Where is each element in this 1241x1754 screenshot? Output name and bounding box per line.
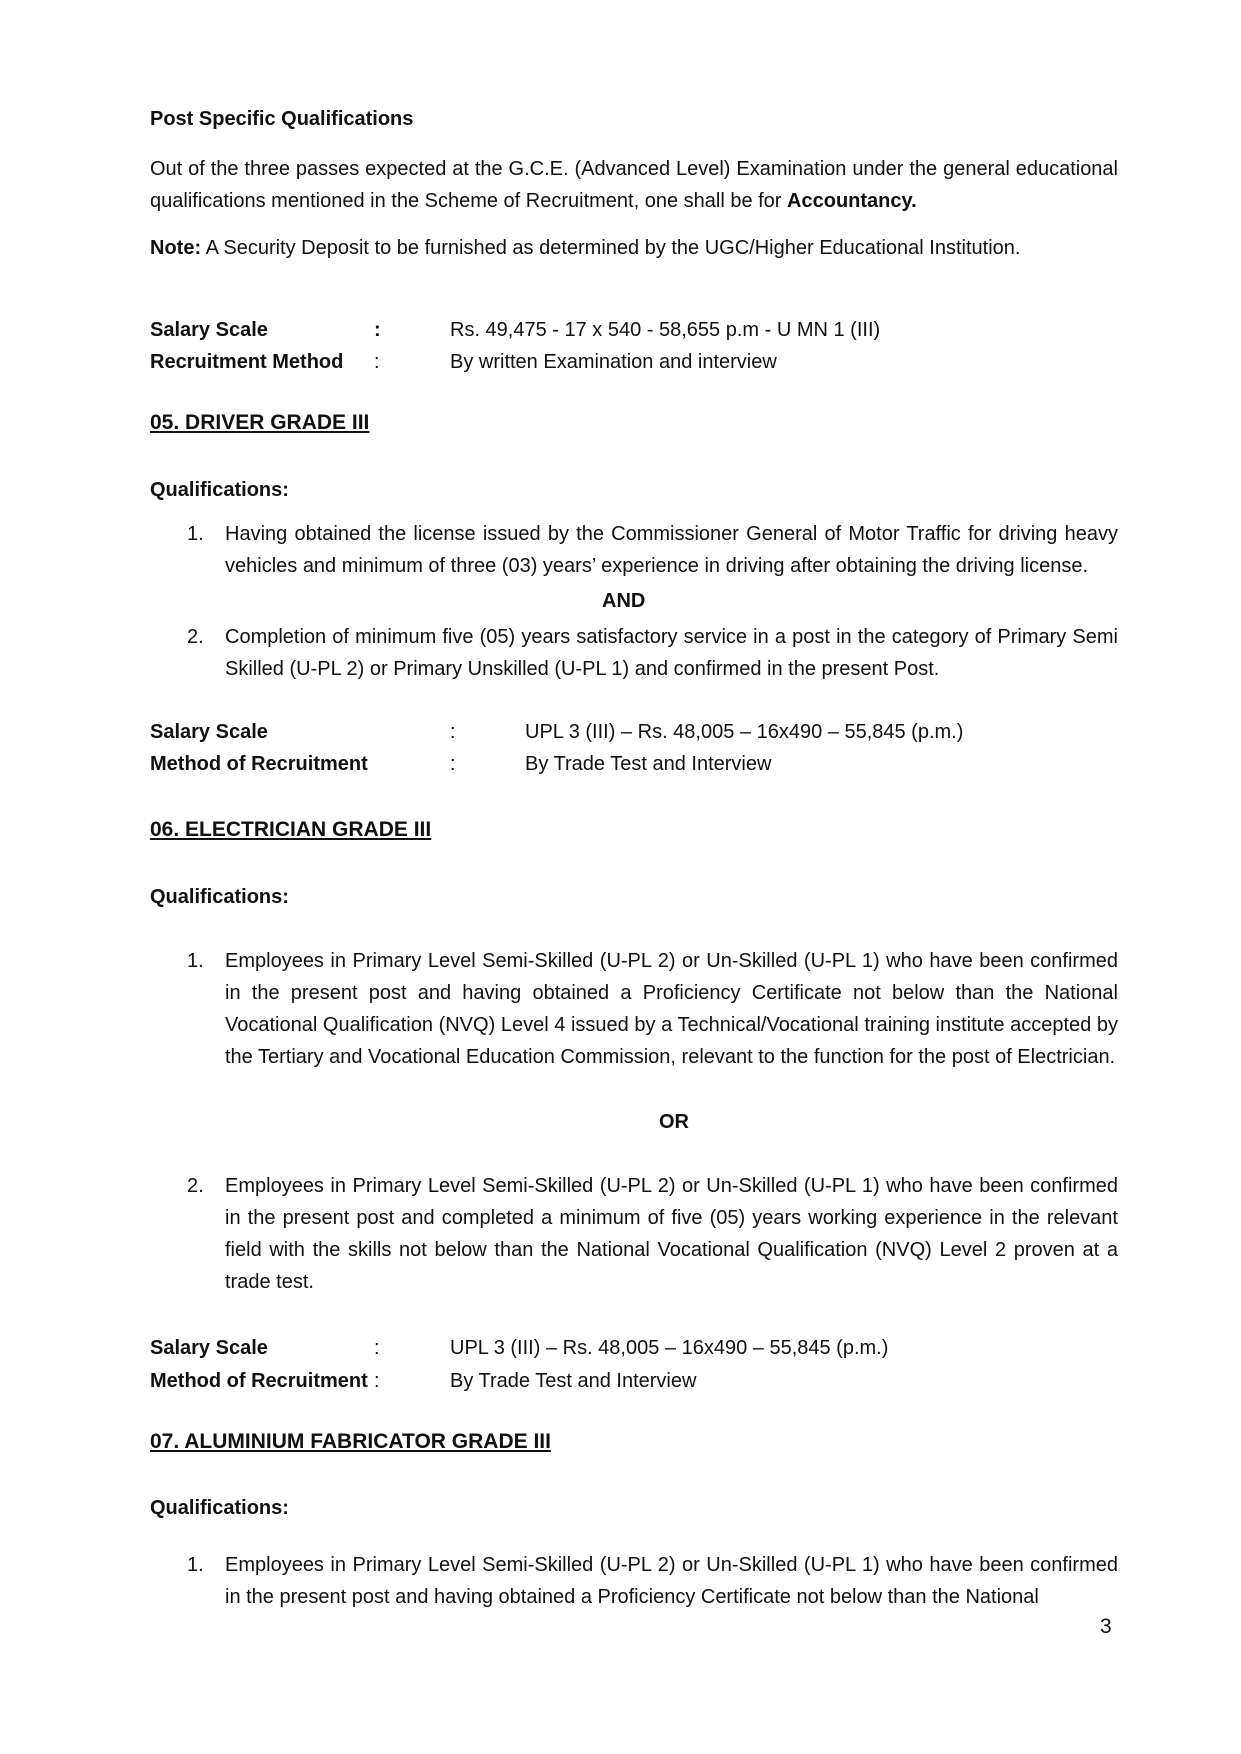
post-specific-text: Out of the three passes expected at the G.C.E. (Advanced Level) Examination under the general educational qualifications mentioned in the Scheme of Recruitment, one shall be for bbox=[150, 158, 1118, 212]
electrician-salary-label: Salary Scale bbox=[150, 1337, 268, 1359]
electrician-salary-colon: : bbox=[374, 1337, 380, 1359]
ps-salary-value: Rs. 49,475 - 17 x 540 - 58,655 p.m - U MN 1 (III) bbox=[450, 319, 881, 341]
electrician-item-2-number: 2. bbox=[187, 1175, 204, 1197]
electrician-item-2-text: Employees in Primary Level Semi-Skilled (U-PL 2) or Un-Skilled (U-PL 1) who have been confirmed in the present post and completed a minimum of five (05) years working experience in the relevant field with the skills not below than the National Vocational Qualification (NVQ) Level 2 proven at a trade test. bbox=[225, 1175, 1118, 1293]
aluminium-heading: 07. ALUMINIUM FABRICATOR GRADE III bbox=[150, 1430, 551, 1453]
driver-item-1-number: 1. bbox=[187, 523, 204, 545]
electrician-item-1-number: 1. bbox=[187, 950, 204, 972]
electrician-heading: 06. ELECTRICIAN GRADE III bbox=[150, 818, 432, 841]
electrician-item-1-text: Employees in Primary Level Semi-Skilled (U-PL 2) or Un-Skilled (U-PL 1) who have been confirmed in the present post and having obtained a Proficiency Certificate not below than the National Vocational Qualification (NVQ) Level 4 issued by a Technical/Vocational training institute accepted by the Tertiary and Vocational Education Commission, relevant to the function for the post of Electrician. bbox=[225, 950, 1118, 1068]
note-label: Note: bbox=[150, 237, 202, 259]
driver-method-value: By Trade Test and Interview bbox=[525, 753, 772, 775]
driver-qualifications-label: Qualifications: bbox=[150, 479, 289, 501]
electrician-or-connector: OR bbox=[659, 1111, 689, 1133]
post-specific-paragraph bbox=[150, 153, 1118, 217]
aluminium-qualifications-label: Qualifications: bbox=[150, 1497, 289, 1519]
driver-salary-label: Salary Scale bbox=[150, 721, 268, 743]
electrician-method-label: Method of Recruitment bbox=[150, 1370, 368, 1392]
electrician-qualifications-label: Qualifications: bbox=[150, 886, 289, 908]
aluminium-item-1-number: 1. bbox=[187, 1554, 204, 1576]
driver-method-colon: : bbox=[450, 753, 456, 775]
post-specific-heading: Post Specific Qualifications bbox=[150, 108, 414, 130]
electrician-salary-value: UPL 3 (III) – Rs. 48,005 – 16x490 – 55,845 (p.m.) bbox=[450, 1337, 889, 1359]
driver-item-2-text: Completion of minimum five (05) years satisfactory service in a post in the category of Primary Semi Skilled (U-PL 2) or Primary Unskilled (U-PL 1) and confirmed in the present Post. bbox=[225, 626, 1118, 680]
accountancy-bold: Accountancy. bbox=[787, 190, 917, 212]
driver-salary-colon: : bbox=[450, 721, 456, 743]
ps-method-label: Recruitment Method bbox=[150, 351, 344, 373]
ps-salary-colon: : bbox=[374, 319, 381, 341]
driver-method-label: Method of Recruitment bbox=[150, 753, 368, 775]
security-note bbox=[150, 232, 1118, 264]
driver-and-connector: AND bbox=[602, 590, 646, 612]
electrician-method-value: By Trade Test and Interview bbox=[450, 1370, 697, 1392]
driver-heading: 05. DRIVER GRADE III bbox=[150, 411, 370, 434]
ps-method-colon: : bbox=[374, 351, 380, 373]
driver-item-2-number: 2. bbox=[187, 626, 204, 648]
driver-salary-value: UPL 3 (III) – Rs. 48,005 – 16x490 – 55,845 (p.m.) bbox=[525, 721, 964, 743]
driver-item-1-text: Having obtained the license issued by the Commissioner General of Motor Traffic for driving heavy vehicles and minimum of three (03) years’ experience in driving after obtaining the driving license. bbox=[225, 523, 1118, 577]
aluminium-item-1-text: Employees in Primary Level Semi-Skilled (U-PL 2) or Un-Skilled (U-PL 1) who have been confirmed in the present post and having obtained a Proficiency Certificate not below than the National bbox=[225, 1554, 1118, 1608]
ps-salary-label: Salary Scale bbox=[150, 319, 268, 341]
electrician-method-colon: : bbox=[374, 1370, 380, 1392]
note-text: A Security Deposit to be furnished as determined by the UGC/Higher Educational Institution. bbox=[201, 237, 1021, 259]
page-number: 3 bbox=[1100, 1615, 1112, 1638]
ps-method-value: By written Examination and interview bbox=[450, 351, 777, 373]
